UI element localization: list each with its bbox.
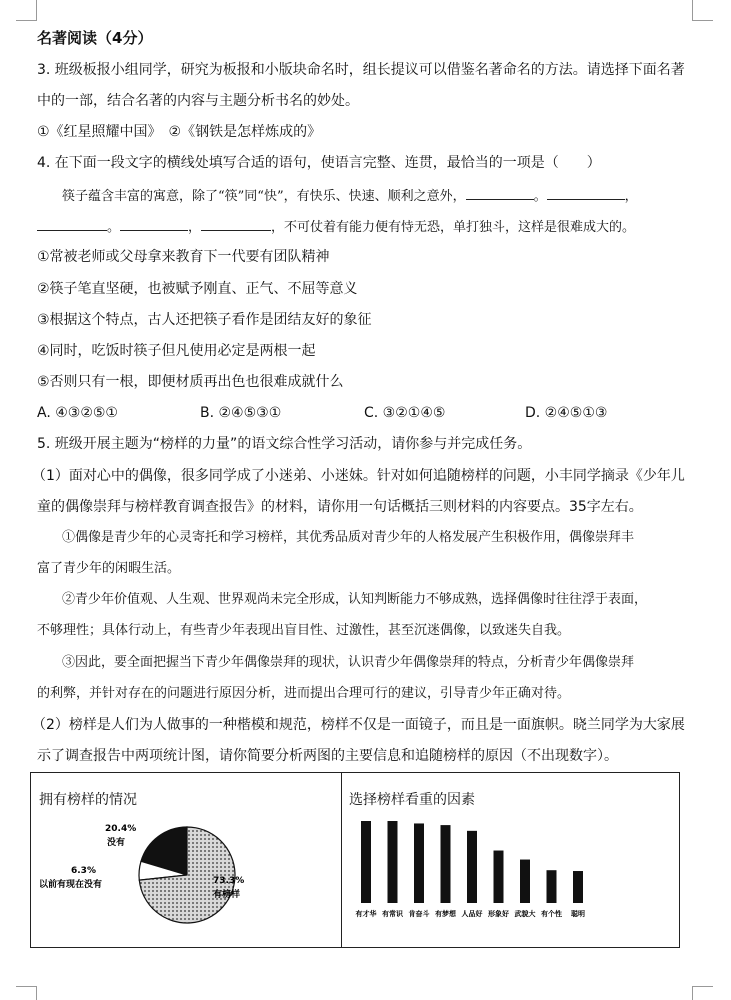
passage-text: 筷子蕴含丰富的寓意，除了“筷”同“快”，有快乐、快速、顺利之意外， — [62, 189, 466, 204]
fill-blank-5 — [201, 216, 271, 231]
bar-5 — [467, 831, 477, 903]
q4-option-a: A. ④③②⑤① — [37, 405, 118, 421]
bar-4 — [441, 825, 451, 903]
bar-category-label-2: 有常识 — [382, 910, 403, 918]
q4-option-c: C. ③②①④⑤ — [364, 405, 446, 421]
q4-stem: 4. 在下面一段文字的横线处填写合适的语句，使语言完整、连贯，最恰当的一项是（ ） — [37, 155, 601, 171]
bar-2 — [388, 821, 398, 903]
pie-label-none: 没有 — [107, 838, 126, 848]
material-1-line-2: 富了青少年的闲暇生活。 — [37, 561, 181, 576]
q3-line-1: 3. 班级板报小组同学，研究为板报和小版块命名时，组长提议可以借鉴名著命名的方法。请选择下面名著 — [37, 62, 685, 78]
passage-punct: ， — [188, 220, 202, 235]
pie-pct-previous: 6.3% — [71, 866, 96, 876]
bar-category-label-7: 武貌大 — [514, 910, 536, 918]
q3-line-2: 中的一部，结合名著的内容与主题分析书名的妙处。 — [37, 93, 359, 109]
material-2-line-2: 不够理性；具体行动上，有些青少年表现出盲目性、过激性，甚至沉迷偶像，以致迷失自我。 — [37, 623, 571, 638]
q4-item-5: ⑤否则只有一根，即便材质再出色也很难成就什么 — [37, 374, 344, 390]
bar-1 — [361, 821, 371, 903]
bar-chart-title: 选择榜样看重的因素 — [349, 792, 475, 808]
pie-chart-title: 拥有榜样的情况 — [39, 792, 137, 808]
q4-option-b: B. ②④⑤③① — [200, 405, 282, 421]
q4-item-1: ①常被老师或父母拿来教育下一代要有团队精神 — [37, 249, 330, 265]
pie-chart — [35, 813, 335, 943]
q5-part1-line-2: 童的偶像崇拜与榜样教育调查报告》的材料，请你用一句话概括三则材料的内容要点。35字左右。 — [37, 499, 643, 515]
pie-pct-have: 73.3% — [213, 876, 245, 886]
crop-mark-bottom-right — [692, 986, 713, 1000]
bar-3 — [414, 823, 424, 903]
passage-punct: 。 — [107, 220, 121, 235]
bar-category-label-5: 人品好 — [461, 910, 483, 918]
bar-category-label-1: 有才华 — [355, 910, 377, 918]
q5-part1-line-1: （1）面对心中的偶像，很多同学成了小迷弟、小迷妹。针对如何追随榜样的问题，小丰同学摘录《少年儿 — [32, 468, 685, 484]
q4-item-4: ④同时，吃饭时筷子但凡使用必定是两根一起 — [37, 343, 316, 359]
fill-blank-1 — [466, 185, 534, 200]
q5-part2-line-2: 示了调查报告中两项统计图，请你简要分析两图的主要信息和追随榜样的原因（不出现数字）。 — [37, 748, 618, 764]
statistics-figure — [30, 772, 680, 948]
bar-category-label-3: 肯奋斗 — [408, 910, 430, 918]
bar-9 — [573, 871, 583, 903]
bar-category-label-6: 形象好 — [488, 910, 509, 918]
bar-7 — [520, 860, 530, 903]
q4-item-3: ③根据这个特点，古人还把筷子看作是团结友好的象征 — [37, 312, 372, 328]
q4-item-2: ②筷子笔直坚硬，也被赋予刚直、正气、不屈等意义 — [37, 281, 358, 297]
passage-punct: 。 — [533, 189, 547, 204]
crop-mark-top-left — [16, 0, 37, 21]
pie-label-have: 有榜样 — [213, 890, 241, 900]
pie-pct-none: 20.4% — [105, 824, 137, 834]
q4-option-d: D. ②④⑤①③ — [525, 405, 608, 421]
material-3-line-1: ③因此，要全面把握当下青少年偶像崇拜的现状，认识青少年偶像崇拜的特点，分析青少年偶像崇拜 — [62, 655, 635, 670]
fill-blank-4 — [120, 216, 188, 231]
crop-mark-bottom-left — [16, 986, 37, 1000]
q5-part2-line-1: （2）榜样是人们为人做事的一种楷模和规范，榜样不仅是一面镜子，而且是一面旗帜。晓兰同学为大家展 — [32, 717, 685, 733]
pie-label-previous: 以前有现在没有 — [39, 880, 103, 890]
material-3-line-2: 的利弊，并针对存在的问题进行原因分析，进而提出合理可行的建议，引导青少年正确对待。 — [37, 686, 571, 701]
figure-divider — [341, 773, 342, 947]
bar-chart — [345, 807, 645, 947]
fill-blank-2 — [547, 185, 625, 200]
passage-punct: ， — [624, 189, 638, 204]
fill-blank-3 — [37, 216, 107, 231]
material-2-line-1: ②青少年价值观、人生观、世界观尚未完全形成，认知判断能力不够成熟，选择偶像时往往浮于表面， — [62, 592, 648, 607]
section-title: 名著阅读（4分） — [37, 29, 153, 47]
crop-mark-top-right — [692, 0, 713, 21]
bar-category-label-8: 有个性 — [541, 910, 562, 918]
q3-books: ①《红星照耀中国》 ②《钢铁是怎样炼成的》 — [37, 124, 322, 140]
q4-passage-line-2 — [37, 216, 635, 238]
q5-stem: 5. 班级开展主题为“榜样的力量”的语文综合性学习活动，请你参与并完成任务。 — [37, 436, 532, 452]
material-1-line-1: ①偶像是青少年的心灵寄托和学习榜样，其优秀品质对青少年的人格发展产生积极作用，偶像崇拜丰 — [62, 530, 635, 545]
passage-text: ，不可仗着有能力便有恃无恐，单打独斗，这样是很难成大的。 — [271, 220, 636, 235]
q4-passage-line-1 — [62, 185, 638, 207]
bar-category-label-9: 聪明 — [571, 910, 585, 918]
bar-8 — [547, 870, 557, 903]
bar-6 — [494, 851, 504, 903]
bar-category-label-4: 有梦想 — [435, 910, 456, 918]
